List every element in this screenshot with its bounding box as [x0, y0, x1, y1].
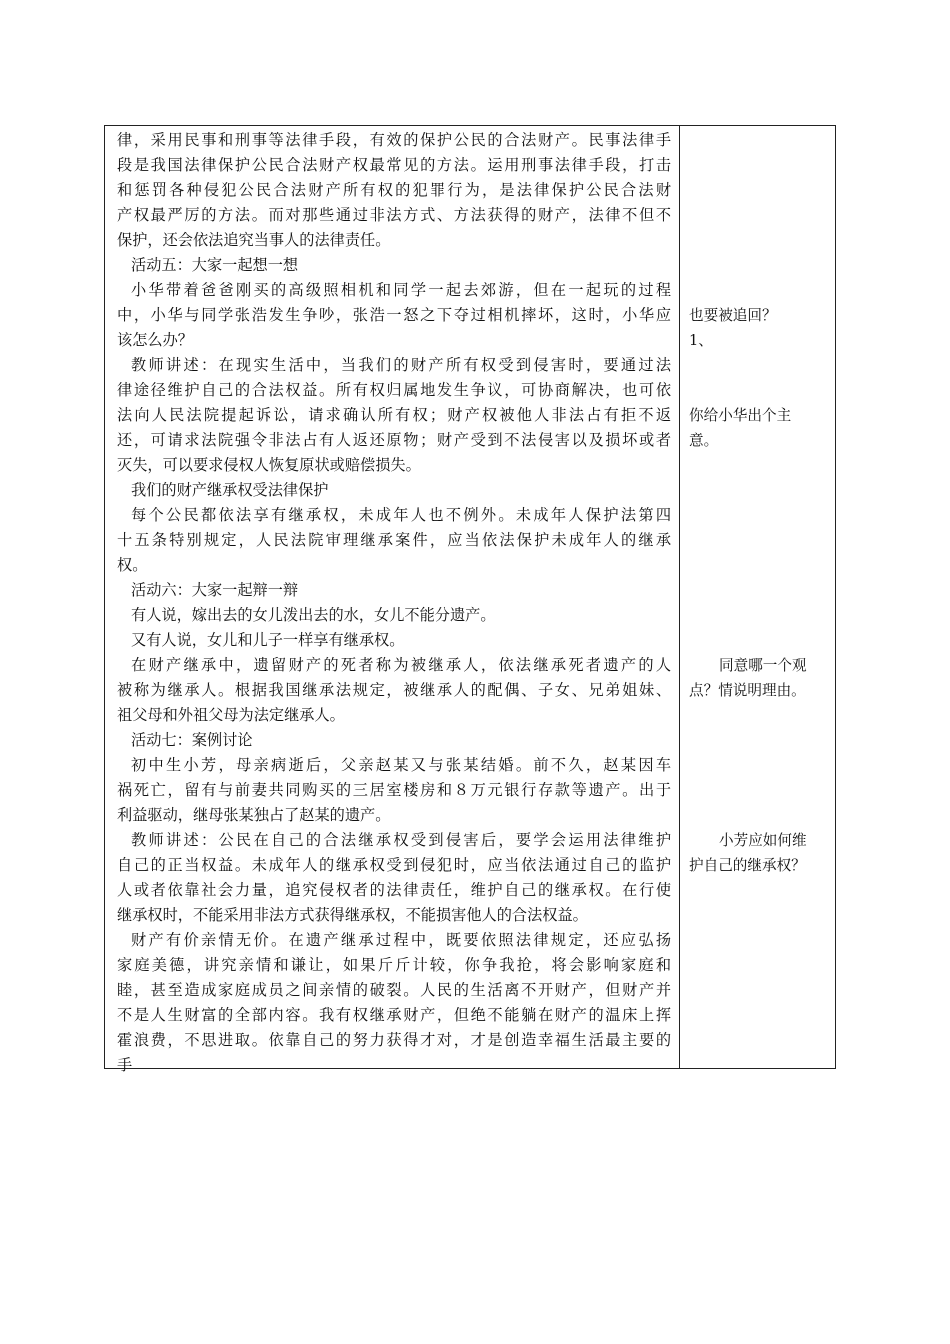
paragraph-line: 教师讲述：在现实生活中，当我们的财产所有权受到侵害时，要通过法 [131, 356, 671, 374]
paragraph-line: 权。 [117, 556, 148, 574]
paragraph-line: 被称为继承人。根据我国继承法规定，被继承人的配偶、子女、兄弟姐妹、 [117, 681, 671, 699]
paragraph-line: 在财产继承中，遗留财产的死者称为被继承人，依法继承死者遗产的人 [131, 656, 671, 674]
side-note-line: 护自己的继承权？ [689, 857, 806, 874]
paragraph-line: 自己的正当权益。未成年人的继承权受到侵犯时，应当依法通过自己的监护 [117, 856, 671, 874]
paragraph-line: 律途径维护自己的合法权益。所有权归属地发生争议，可协商解决，也可依 [117, 381, 671, 399]
paragraph-line: 家庭美德，讲究亲情和谦让，如果斤斤计较，你争我抢，将会影响家庭和 [117, 956, 671, 974]
side-note-line: 意。 [689, 432, 719, 449]
paragraph-line: 利益驱动，继母张某独占了赵某的遗产。 [117, 806, 391, 824]
paragraph-line: 又有人说，女儿和儿子一样享有继承权。 [131, 631, 405, 649]
paragraph-line: 我们的财产继承权受法律保护 [131, 481, 329, 499]
paragraph-line: 继承权时，不能采用非法方式获得继承权，不能损害他人的合法权益。 [117, 906, 588, 924]
paragraph-line: 祸死亡，留有与前妻共同购买的三居室楼房和８万元银行存款等遗产。出于 [117, 781, 671, 799]
paragraph-line: 手 [117, 1056, 133, 1074]
paragraph-line: 小华带着爸爸刚买的高级照相机和同学一起去郊游，但在一起玩的过程 [131, 281, 671, 299]
paragraph-line: 该怎么办？ [117, 331, 193, 349]
paragraph-line: 人或者依靠社会力量，追究侵权者的法律责任，维护自己的继承权。在行使 [117, 881, 671, 899]
paragraph-line: 活动六：大家一起辩一辩 [131, 581, 299, 599]
paragraph-line: 十五条特别规定，人民法院审理继承案件，应当依法保护未成年人的继承 [117, 531, 671, 549]
paragraph-line: 中，小华与同学张浩发生争吵，张浩一怒之下夺过相机摔坏，这时，小华应 [117, 306, 671, 324]
side-note-line: 1、 [689, 332, 713, 349]
paragraph-line: 灭失，可以要求侵权人恢复原状或赔偿损失。 [117, 456, 421, 474]
paragraph-line: 不是人生财富的全部内容。我有权继承财产，但绝不能躺在财产的温床上挥 [117, 1006, 671, 1024]
paragraph-line: 还，可请求法院强令非法占有人返还原物；财产受到不法侵害以及损坏或者 [117, 431, 671, 449]
paragraph-line: 产权最严厉的方法。而对那些通过非法方式、方法获得的财产，法律不但不 [117, 206, 671, 224]
paragraph-line: 活动五：大家一起想一想 [131, 256, 299, 274]
paragraph-line: 每个公民都依法享有继承权，未成年人也不例外。未成年人保护法第四 [131, 506, 671, 524]
side-note-line: 也要被追回？ [689, 307, 777, 324]
paragraph-line: 活动七：案例讨论 [131, 731, 253, 749]
paragraph-line: 财产有价亲情无价。在遗产继承过程中，既要依照法律规定，还应弘扬 [131, 931, 671, 949]
paragraph-line: 初中生小芳，母亲病逝后，父亲赵某又与张某结婚。前不久，赵某因车 [131, 756, 671, 774]
paragraph-line: 祖父母和外祖父母为法定继承人。 [117, 706, 345, 724]
paragraph-line: 法向人民法院提起诉讼，请求确认所有权；财产权被他人非法占有拒不返 [117, 406, 671, 424]
lesson-table [104, 125, 836, 1074]
side-note-line: 点？情说明理由。 [689, 682, 806, 699]
paragraph-line: 律，采用民事和刑事等法律手段，有效的保护公民的合法财产。民事法律手 [117, 131, 671, 149]
paragraph-line: 有人说，嫁出去的女儿泼出去的水，女儿不能分遗产。 [131, 606, 496, 624]
paragraph-line: 睦，甚至造成家庭成员之间亲情的破裂。人民的生活离不开财产，但财产并 [117, 981, 671, 999]
paragraph-line: 和惩罚各种侵犯公民合法财产所有权的犯罪行为，是法律保护公民合法财 [117, 181, 671, 199]
side-note-line: 你给小华出个主 [689, 407, 792, 424]
paragraph-line: 保护，还会依法追究当事人的法律责任。 [117, 231, 391, 249]
paragraph-line: 教师讲述：公民在自己的合法继承权受到侵害后，要学会运用法律维护 [131, 831, 671, 849]
side-note-line: 同意哪一个观 [719, 657, 807, 674]
paragraph-line: 霍浪费，不思进取。依靠自己的努力获得才对，才是创造幸福生活最主要的 [117, 1031, 671, 1049]
column-divider [679, 126, 680, 1068]
paragraph-line: 段是我国法律保护公民合法财产权最常见的方法。运用刑事法律手段，打击 [117, 156, 671, 174]
side-note-line: 小芳应如何维 [719, 832, 807, 849]
